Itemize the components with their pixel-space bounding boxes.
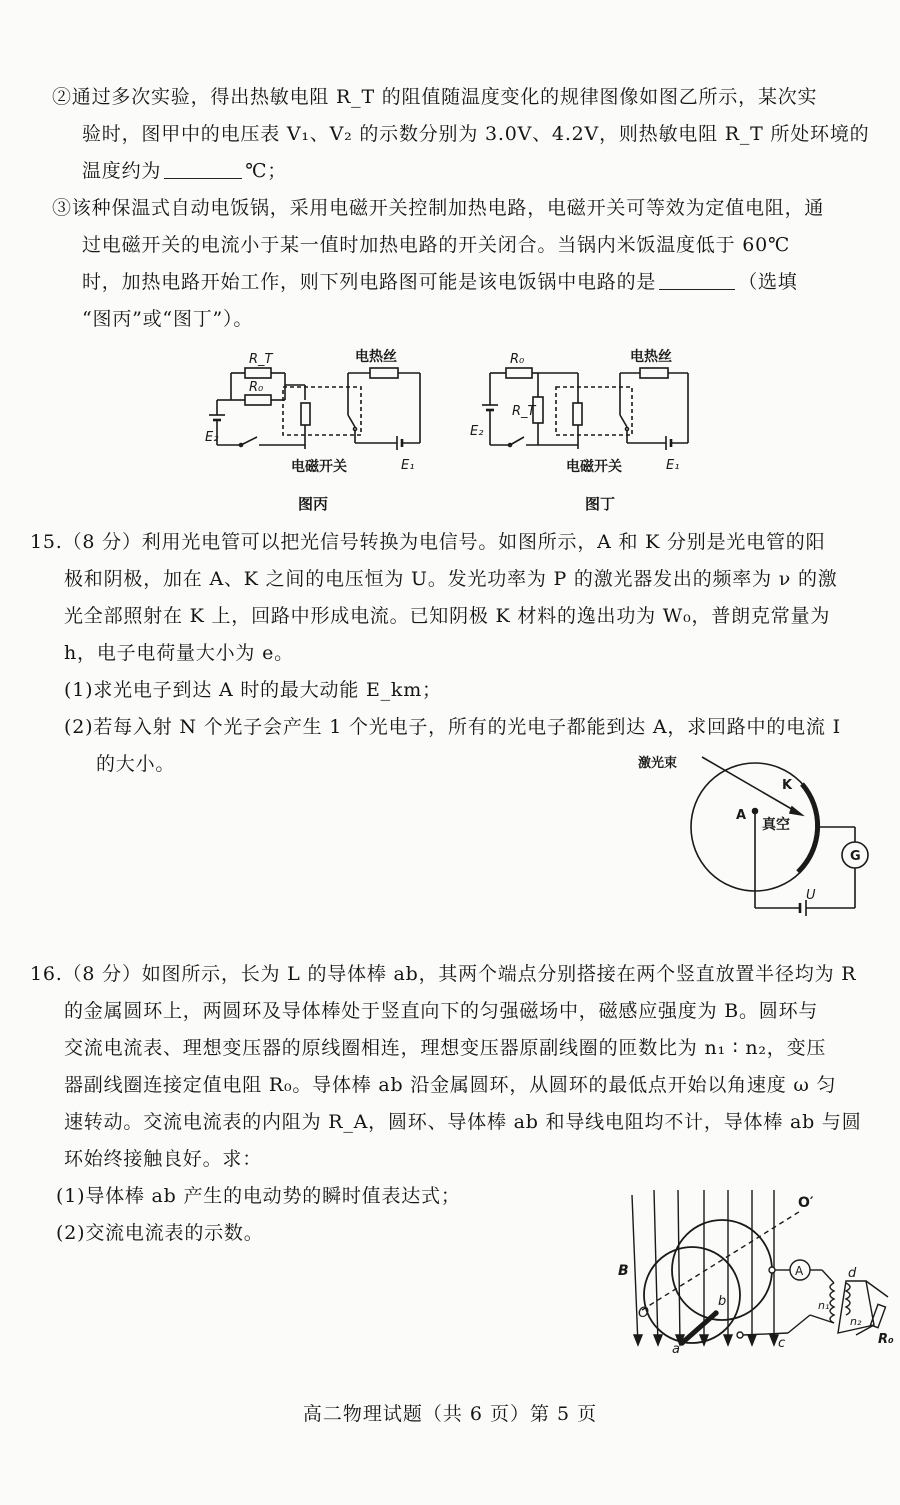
q14-item3-line2: 过电磁开关的电流小于某一值时加热电路的开关闭合。当锅内米饭温度低于 60℃ xyxy=(82,234,791,256)
q14-item2-line1: ②通过多次实验，得出热敏电阻 R_T 的阻值随温度变化的规律图像如图乙所示，某次实 xyxy=(52,86,818,108)
phototube-label-beam: 激光束 xyxy=(638,756,678,771)
phototube-label-a: A xyxy=(736,808,747,823)
q15-line2: 极和阴极，加在 A、K 之间的电压恒为 U。发光功率为 P 的激光器发出的频率为 ν 的激 xyxy=(64,568,838,590)
bing-label-e1: E₁ xyxy=(401,458,415,473)
bing-label-r0: R₀ xyxy=(249,380,264,395)
bing-label-switch: 电磁开关 xyxy=(291,459,347,475)
q15-line3: 光全部照射在 K 上，回路中形成电流。已知阴极 K 材料的逸出功为 W₀，普朗克常量为 xyxy=(64,605,831,627)
q15-line1: 15.（8 分）利用光电管可以把光信号转换为电信号。如图所示，A 和 K 分别是光电管的阳 xyxy=(30,531,826,553)
terminal-label-d: d xyxy=(848,1266,857,1281)
q16-line3: 交流电流表、理想变压器的原线圈相连，理想变压器原副线圈的匝数比为 n₁ ∶ n₂，变压 xyxy=(64,1037,827,1059)
q16-sub2: (2)交流电流表的示数。 xyxy=(56,1222,264,1244)
caption-ding: 图丁 xyxy=(585,495,616,513)
q15-sub2: (2)若每入射 N 个光子会产生 1 个光电子，所有的光电子都能到达 A，求回路中的电流 I xyxy=(64,716,841,738)
coil-label-n1: n₁ xyxy=(818,1299,830,1312)
q14-item2-line3 xyxy=(82,157,287,185)
q16-line4: 器副线圈连接定值电阻 R₀。导体棒 ab 沿金属圆环，从圆环的最低点开始以角速度 ω 匀 xyxy=(64,1074,837,1096)
q16-line5: 速转动。交流电流表的内阻为 R_A，圆环、导体棒 ab 和导线电阻均不计，导体棒 ab 与圆 xyxy=(64,1111,862,1133)
axis-label-o-prime: O′ xyxy=(798,1195,814,1211)
rod-end-label-a: a xyxy=(672,1342,680,1357)
q15-sub1: (1)求光电子到达 A 时的最大动能 E_km； xyxy=(64,679,442,701)
ring-rod-figure xyxy=(612,1185,900,1365)
q16-line6: 环始终接触良好。求： xyxy=(64,1148,263,1170)
page-footer: 高二物理试题（共 6 页）第 5 页 xyxy=(302,1403,598,1425)
q16-sub1: (1)导体棒 ab 产生的电动势的瞬时值表达式； xyxy=(56,1185,461,1207)
answer-blank-figure xyxy=(659,271,735,290)
circuit-figure-ding xyxy=(470,345,700,485)
phototube-label-u: U xyxy=(806,888,816,903)
answer-blank-temperature xyxy=(164,160,242,179)
q14-item3-line4: “图丙”或“图丁”）。 xyxy=(82,308,254,330)
bing-label-heater: 电热丝 xyxy=(355,349,397,365)
phototube-label-k: K xyxy=(782,778,793,793)
ding-label-e1: E₁ xyxy=(666,458,680,473)
phototube-figure xyxy=(630,745,880,925)
q14-item2-unit: ℃； xyxy=(245,160,288,182)
q14-item2-line3-text: 温度约为 xyxy=(82,160,162,182)
circuit-figure-bing xyxy=(205,345,435,485)
q15-sub2b: 的大小。 xyxy=(96,753,176,775)
ding-label-e2: E₂ xyxy=(470,424,484,439)
rod-end-label-b: b xyxy=(718,1294,727,1309)
phototube-label-vacuum: 真空 xyxy=(762,817,790,833)
q14-item3-line3-end: （选填 xyxy=(738,271,798,293)
coil-label-n2: n₂ xyxy=(850,1315,862,1328)
q16-line2: 的金属圆环上，两圆环及导体棒处于竖直向下的匀强磁场中，磁感应强度为 B。圆环与 xyxy=(64,1000,819,1022)
ding-label-rt: R_T xyxy=(512,404,536,419)
q14-item3-line3-text: 时，加热电路开始工作，则下列电路图可能是该电饭锅中电路的是 xyxy=(82,271,657,293)
ding-label-heater: 电热丝 xyxy=(630,349,672,365)
axis-label-o: O xyxy=(638,1305,650,1321)
q14-item3-line3 xyxy=(82,268,798,296)
caption-bing: 图丙 xyxy=(298,495,329,513)
ding-label-switch: 电磁开关 xyxy=(566,459,622,475)
bing-label-rt: R_T xyxy=(249,352,273,367)
q16-line1: 16.（8 分）如图所示，长为 L 的导体棒 ab，其两个端点分别搭接在两个竖直放置半径均为 R xyxy=(30,963,857,985)
field-label-b: B xyxy=(618,1263,629,1279)
galvanometer-label: G xyxy=(850,849,861,864)
q14-item3-line1: ③该种保温式自动电饭锅，采用电磁开关控制加热电路，电磁开关可等效为定值电阻，通 xyxy=(52,197,825,219)
bing-label-e2: E₂ xyxy=(205,430,219,445)
q15-line4: h，电子电荷量大小为 e。 xyxy=(64,642,294,664)
q14-item2-line2: 验时，图甲中的电压表 V₁、V₂ 的示数分别为 3.0V、4.2V，则热敏电阻 R_T 所处环境的 xyxy=(82,123,870,145)
resistor-label-r0: R₀ xyxy=(878,1332,894,1347)
ammeter-label: A xyxy=(795,1264,804,1278)
ding-label-r0: R₀ xyxy=(510,352,525,367)
terminal-label-c: c xyxy=(778,1336,786,1351)
